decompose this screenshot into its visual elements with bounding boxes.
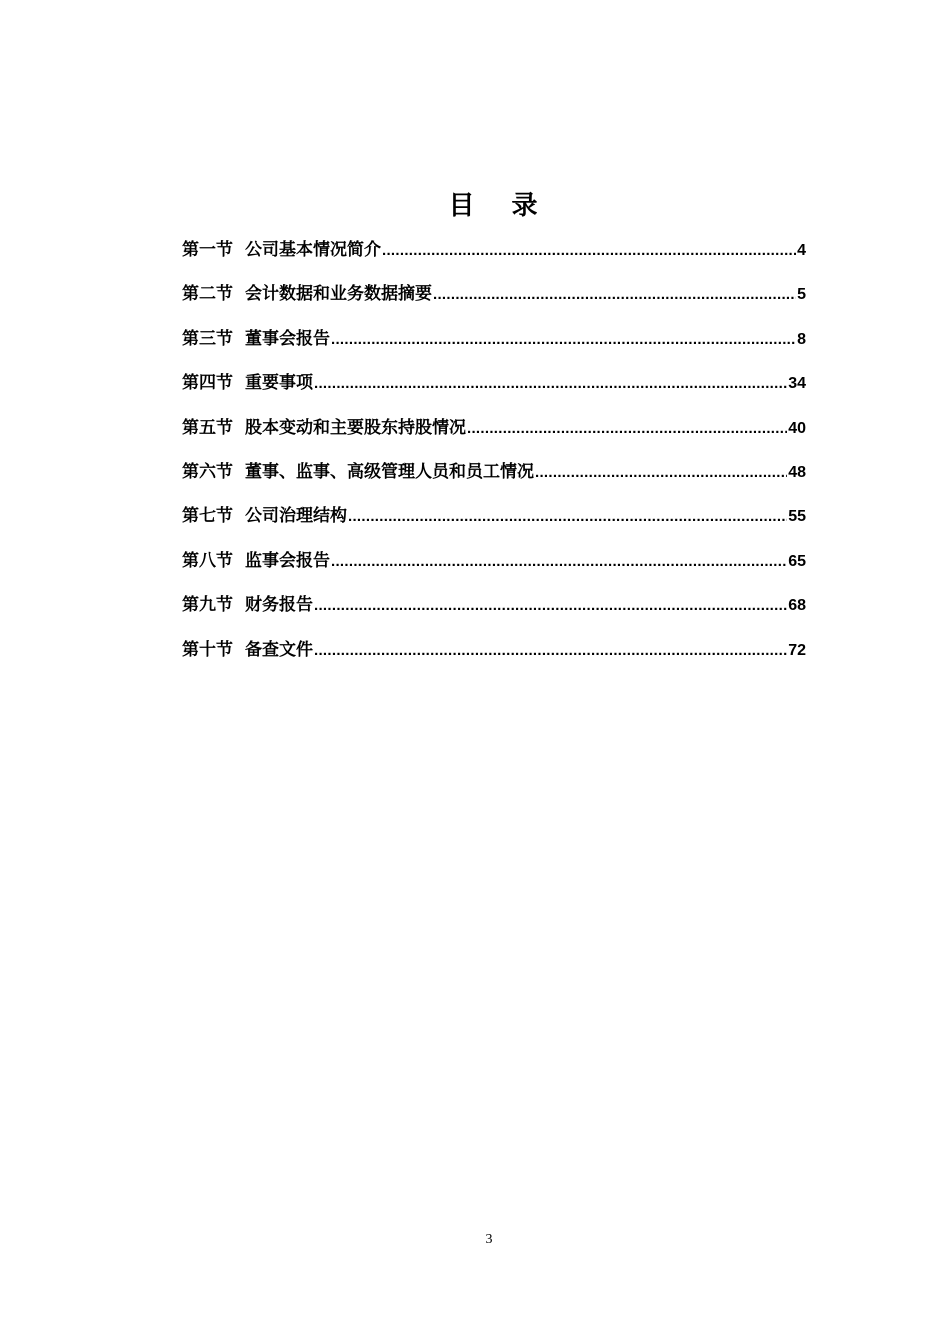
toc-entry-section-8[interactable]: [182, 539, 806, 583]
toc-dot-leader: [535, 451, 787, 495]
toc-section-number: 第二节: [182, 284, 233, 305]
toc-section-number: 第一节: [182, 240, 233, 260]
toc-dot-leader: [314, 584, 787, 628]
toc-page-number: 34: [788, 375, 806, 393]
toc-section-title: 公司治理结构: [245, 506, 347, 527]
toc-section-number: 第九节: [182, 595, 233, 616]
toc-dot-leader: [467, 407, 787, 451]
toc-title: 目 录: [448, 191, 552, 221]
table-of-contents: [182, 228, 806, 672]
toc-page-number: 55: [788, 508, 806, 526]
toc-entry-section-10[interactable]: [182, 628, 806, 672]
toc-dot-leader: [433, 273, 796, 317]
toc-entry-section-5[interactable]: [182, 406, 806, 450]
toc-page-number: 8: [797, 330, 806, 348]
toc-entry-section-9[interactable]: [182, 583, 806, 627]
toc-page-number: 72: [788, 641, 806, 659]
toc-entry-section-6[interactable]: [182, 450, 806, 494]
toc-section-title: 董事、监事、高级管理人员和员工情况: [245, 461, 534, 482]
toc-dot-leader: [314, 362, 787, 406]
toc-section-number: 第八节: [182, 550, 233, 571]
toc-page-number: 5: [797, 286, 806, 304]
toc-page-number: 40: [788, 419, 806, 437]
toc-dot-leader: [348, 495, 787, 539]
toc-entry-section-7[interactable]: [182, 494, 806, 538]
toc-section-title: 公司基本情况简介: [245, 240, 381, 260]
toc-entry-section-3[interactable]: [182, 317, 806, 361]
toc-entry-section-4[interactable]: [182, 361, 806, 405]
toc-page-number: 4: [797, 242, 806, 259]
toc-section-number: 第七节: [182, 506, 233, 527]
page-number: 3: [485, 1232, 493, 1247]
toc-page-number: 68: [788, 597, 806, 615]
toc-section-title: 股本变动和主要股东持股情况: [245, 417, 466, 438]
toc-page-number: 48: [788, 463, 806, 481]
toc-entry-section-2[interactable]: [182, 272, 806, 316]
toc-dot-leader: [382, 229, 796, 273]
toc-section-number: 第十节: [182, 639, 233, 660]
toc-section-number: 第六节: [182, 461, 233, 482]
toc-dot-leader: [331, 540, 787, 584]
toc-section-title: 重要事项: [245, 373, 313, 394]
toc-section-title: 财务报告: [245, 595, 313, 616]
toc-section-number: 第三节: [182, 328, 233, 349]
toc-entry-section-1[interactable]: [182, 228, 806, 272]
toc-dot-leader: [314, 629, 787, 673]
toc-section-number: 第五节: [182, 417, 233, 438]
toc-section-title: 会计数据和业务数据摘要: [245, 284, 432, 305]
toc-section-title: 监事会报告: [245, 550, 330, 571]
toc-section-number: 第四节: [182, 373, 233, 394]
toc-section-title: 备查文件: [245, 639, 313, 660]
toc-page-number: 65: [788, 552, 806, 570]
toc-dot-leader: [331, 318, 796, 362]
toc-section-title: 董事会报告: [245, 328, 330, 349]
